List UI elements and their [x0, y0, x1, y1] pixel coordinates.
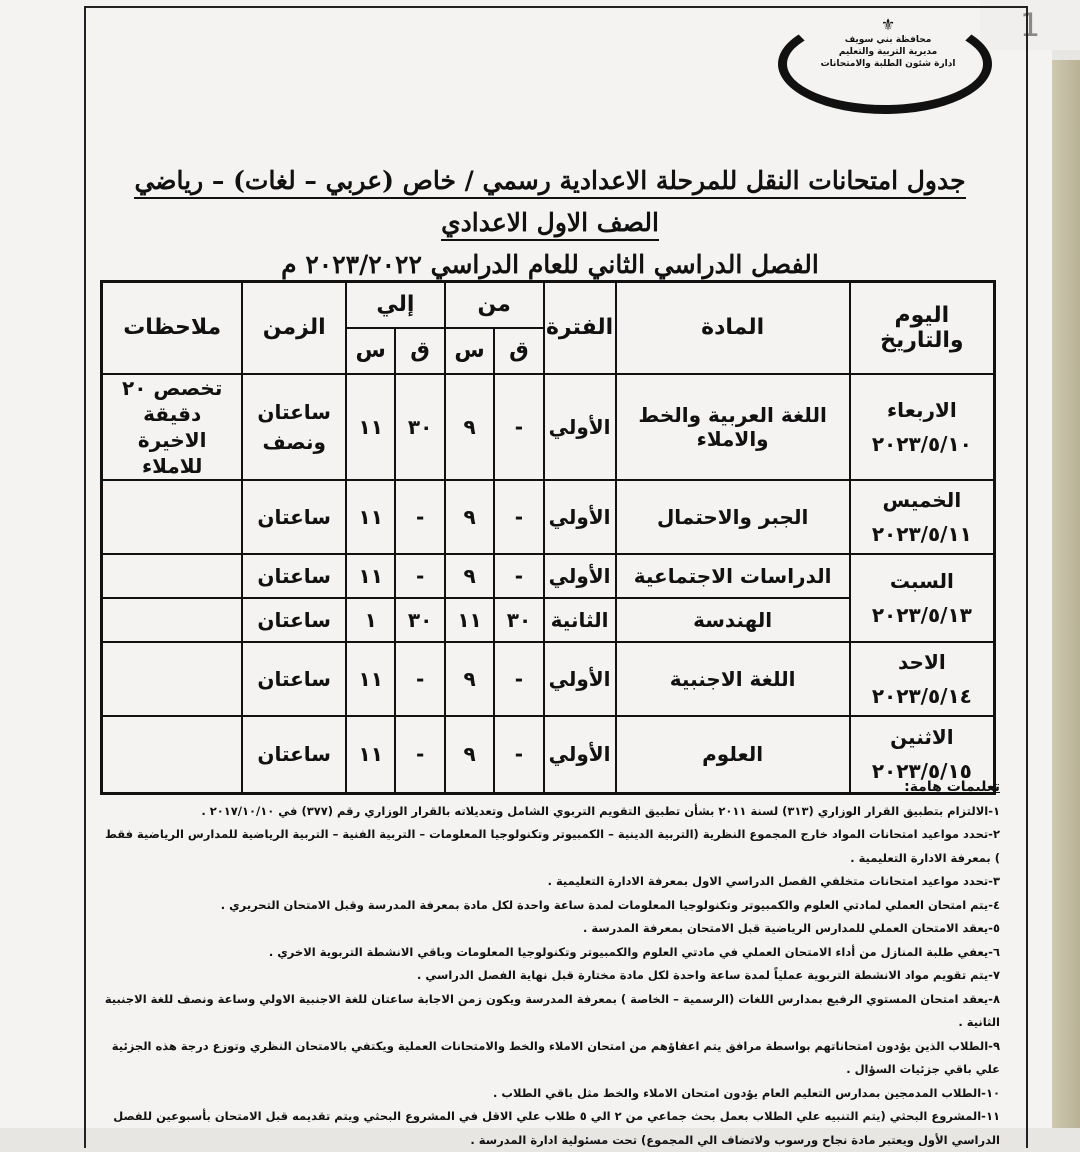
subject-cell: الجبر والاحتمال: [616, 480, 850, 554]
duration-cell: ساعتان: [242, 480, 346, 554]
instruction-item: ٩-الطلاب الذين يؤدون امتحاناتهم بواسطة مرافق يتم اعفاؤهم من امتحان الاملاء والخط والامتحانات العملية ويكتفي بالامتحان النظري وتوزع درجة هذه الجزئية علي باقي جزئيات السؤال .: [111, 1038, 1000, 1076]
date-label: ٢٠٢٣/٥/١١: [871, 521, 972, 546]
instruction-item: ٢-تحدد مواعيد امتحانات المواد خارج المجموع النظرية (التربية الدينية – الكمبيوتر وتكنولوجيا المعلومات – التربية الفنية – التربية الرياضية للمدارس الرياضية فقط ) بمعرفة الادارة التعليمية .: [104, 827, 1000, 865]
from-min-cell: -: [494, 374, 543, 480]
period-cell: الأولي: [544, 374, 616, 480]
to-min-cell: ٣٠: [395, 598, 444, 642]
header-to-hour: س: [346, 328, 396, 374]
from-hour-cell: ٩: [445, 480, 495, 554]
duration-cell: ساعتان: [242, 642, 346, 716]
header-to-min: ق: [395, 328, 444, 374]
day-date-cell: [850, 480, 995, 554]
header-day-date: اليوم والتاريخ: [850, 282, 995, 374]
to-min-cell: -: [395, 716, 444, 794]
date-label: ٢٠٢٣/٥/١٣: [871, 602, 972, 627]
table-row: [102, 480, 995, 554]
subject-cell: اللغة العربية والخط والاملاء: [616, 374, 850, 480]
instruction-item: ٨-يعقد امتحان المستوي الرفيع بمدارس اللغات (الرسمية – الخاصة ) بمعرفة المدرسة ويكون زمن الاجابة ساعتان للغة الاجنبية الاولي وساعة ونصف للغة الاجنبية الثانية .: [104, 991, 1000, 1029]
date-label: ٢٠٢٣/٥/١٤: [871, 683, 972, 708]
instruction-item: ٦-يعفي طلبة المنازل من أداء الامتحان العملي في مادتي العلوم والكمبيوتر وتكنولوجيا المعلومات وباقي الانشطة التربوية الاخري .: [268, 944, 1000, 959]
instructions: [96, 776, 1000, 1152]
page-title: [110, 160, 990, 286]
day-label: الخميس: [882, 487, 962, 512]
notes-cell: [102, 598, 243, 642]
period-cell: الأولي: [544, 480, 616, 554]
to-min-cell: -: [395, 642, 444, 716]
day-label: الاثنين: [890, 725, 954, 750]
header-subject: المادة: [616, 282, 850, 374]
period-cell: الأولي: [544, 554, 616, 598]
instruction-item: ٣-تحدد مواعيد امتحانات متخلفي الفصل الدراسي الاول بمعرفة الادارة التعليمية .: [547, 874, 1000, 888]
from-hour-cell: ٩: [445, 716, 495, 794]
table-row: [102, 554, 995, 598]
logo-line-3: ادارة شئون الطلبة والامتحانات: [820, 59, 956, 69]
header-from-min: ق: [494, 328, 543, 374]
from-min-cell: -: [494, 480, 543, 554]
period-cell: الأولي: [544, 716, 616, 794]
table-row: [102, 642, 995, 716]
instruction-item: ١١-المشروع البحثي (يتم التنبيه علي الطلاب بعمل بحث جماعي من ٢ الي ٥ طلاب علي الاقل في المشروع البحثي ويتم تقديمه قبل الامتحان بأسبوعين للفصل الدراسي الأول ويعتبر مادة نجاح ورسوب ولاتضاف الي المجموع) تحت مسئولية ادارة المدرسة .: [113, 1109, 1000, 1147]
to-min-cell: -: [395, 554, 444, 598]
from-hour-cell: ٩: [445, 554, 495, 598]
header-period: الفترة: [544, 282, 616, 374]
logo: [808, 16, 968, 70]
from-min-cell: -: [494, 554, 543, 598]
from-min-cell: ٣٠: [494, 598, 543, 642]
header-to: إلي: [346, 282, 445, 328]
exam-schedule-table: [100, 280, 996, 795]
header-duration: الزمن: [242, 282, 346, 374]
day-date-cell: [850, 642, 995, 716]
from-min-cell: -: [494, 716, 543, 794]
date-label: ٢٠٢٣/٥/١٥: [871, 759, 972, 784]
from-hour-cell: ٩: [445, 642, 495, 716]
notes-cell: [102, 480, 243, 554]
notes-cell: تخصص ٢٠ دقيقة الاخيرة للاملاء: [102, 374, 243, 480]
subject-cell: العلوم: [616, 716, 850, 794]
period-cell: الثانية: [544, 598, 616, 642]
day-label: الاربعاء: [886, 397, 957, 422]
day-date-cell: [850, 374, 995, 480]
to-hour-cell: ١١: [346, 554, 396, 598]
header-from: من: [445, 282, 544, 328]
period-cell: الأولي: [544, 642, 616, 716]
title-line-1: جدول امتحانات النقل للمرحلة الاعدادية رسمي / خاص (عربي – لغات) – رياضي الصف الاول الاعدادي: [134, 166, 965, 241]
table-row: [102, 374, 995, 480]
to-hour-cell: ١١: [346, 374, 396, 480]
date-label: ٢٠٢٣/٥/١٠: [871, 431, 972, 456]
to-hour-cell: ١١: [346, 642, 396, 716]
to-min-cell: -: [395, 480, 444, 554]
to-hour-cell: ١: [346, 598, 396, 642]
duration-cell: ساعتان: [242, 554, 346, 598]
title-line-2: الفصل الدراسي الثاني للعام الدراسي ٢٠٢٣/٢٠٢٢ م: [281, 250, 819, 283]
duration-cell: ساعتان ونصف: [242, 374, 346, 480]
instruction-item: ٥-يعقد الامتحان العملي للمدارس الرياضية قبل الامتحان بمعرفة المدرسة .: [582, 921, 1000, 935]
header-from-hour: س: [445, 328, 495, 374]
logo-line-2: مديرية التربية والتعليم: [838, 47, 938, 57]
instructions-heading: تعليمات هامة:: [904, 779, 1000, 795]
notes-cell: [102, 642, 243, 716]
header-notes: ملاحظات: [102, 282, 243, 374]
day-label: السبت: [889, 568, 954, 593]
to-hour-cell: ١١: [346, 480, 396, 554]
from-hour-cell: ١١: [445, 598, 495, 642]
duration-cell: ساعتان: [242, 716, 346, 794]
from-hour-cell: ٩: [445, 374, 495, 480]
page-number-badge: 1: [980, 0, 1080, 50]
background-strip: [1052, 60, 1080, 1128]
subject-cell: اللغة الاجنبية: [616, 642, 850, 716]
day-label: الاحد: [898, 649, 946, 674]
from-min-cell: -: [494, 642, 543, 716]
duration-cell: ساعتان: [242, 598, 346, 642]
subject-cell: الهندسة: [616, 598, 850, 642]
instruction-item: ٤-يتم امتحان العملي لمادتي العلوم والكمبيوتر وتكنولوجيا المعلومات لمدة ساعة واحدة لكل مادة بمعرفة المدرسة وقبل الامتحان التحريري .: [220, 897, 1000, 912]
day-date-cell: [850, 554, 995, 642]
logo-line-1: محافظة بني سويف: [844, 35, 932, 45]
eagle-emblem-icon: ⚜: [880, 15, 896, 34]
to-hour-cell: ١١: [346, 716, 396, 794]
instruction-item: ٧-يتم تقويم مواد الانشطة التربوية عملياً لمدة ساعة واحدة لكل مادة مختارة قبل نهاية الفصل الدراسي .: [417, 968, 1000, 982]
instruction-item: ١٠-الطلاب المدمجين بمدارس التعليم العام يؤدون امتحان الاملاء والخط مثل باقي الطلاب .: [493, 1085, 1000, 1100]
instruction-item: ١-الالتزام بتطبيق القرار الوزاري (٣١٣) لسنة ٢٠١١ بشأن تطبيق التقويم التربوي الشامل وتعديلاته بالقرار الوزاري رقم (٣٧٧) في ٢٠١٧/١٠/١٠ .: [201, 803, 1000, 818]
subject-cell: الدراسات الاجتماعية: [616, 554, 850, 598]
notes-cell: [102, 554, 243, 598]
to-min-cell: ٣٠: [395, 374, 444, 480]
